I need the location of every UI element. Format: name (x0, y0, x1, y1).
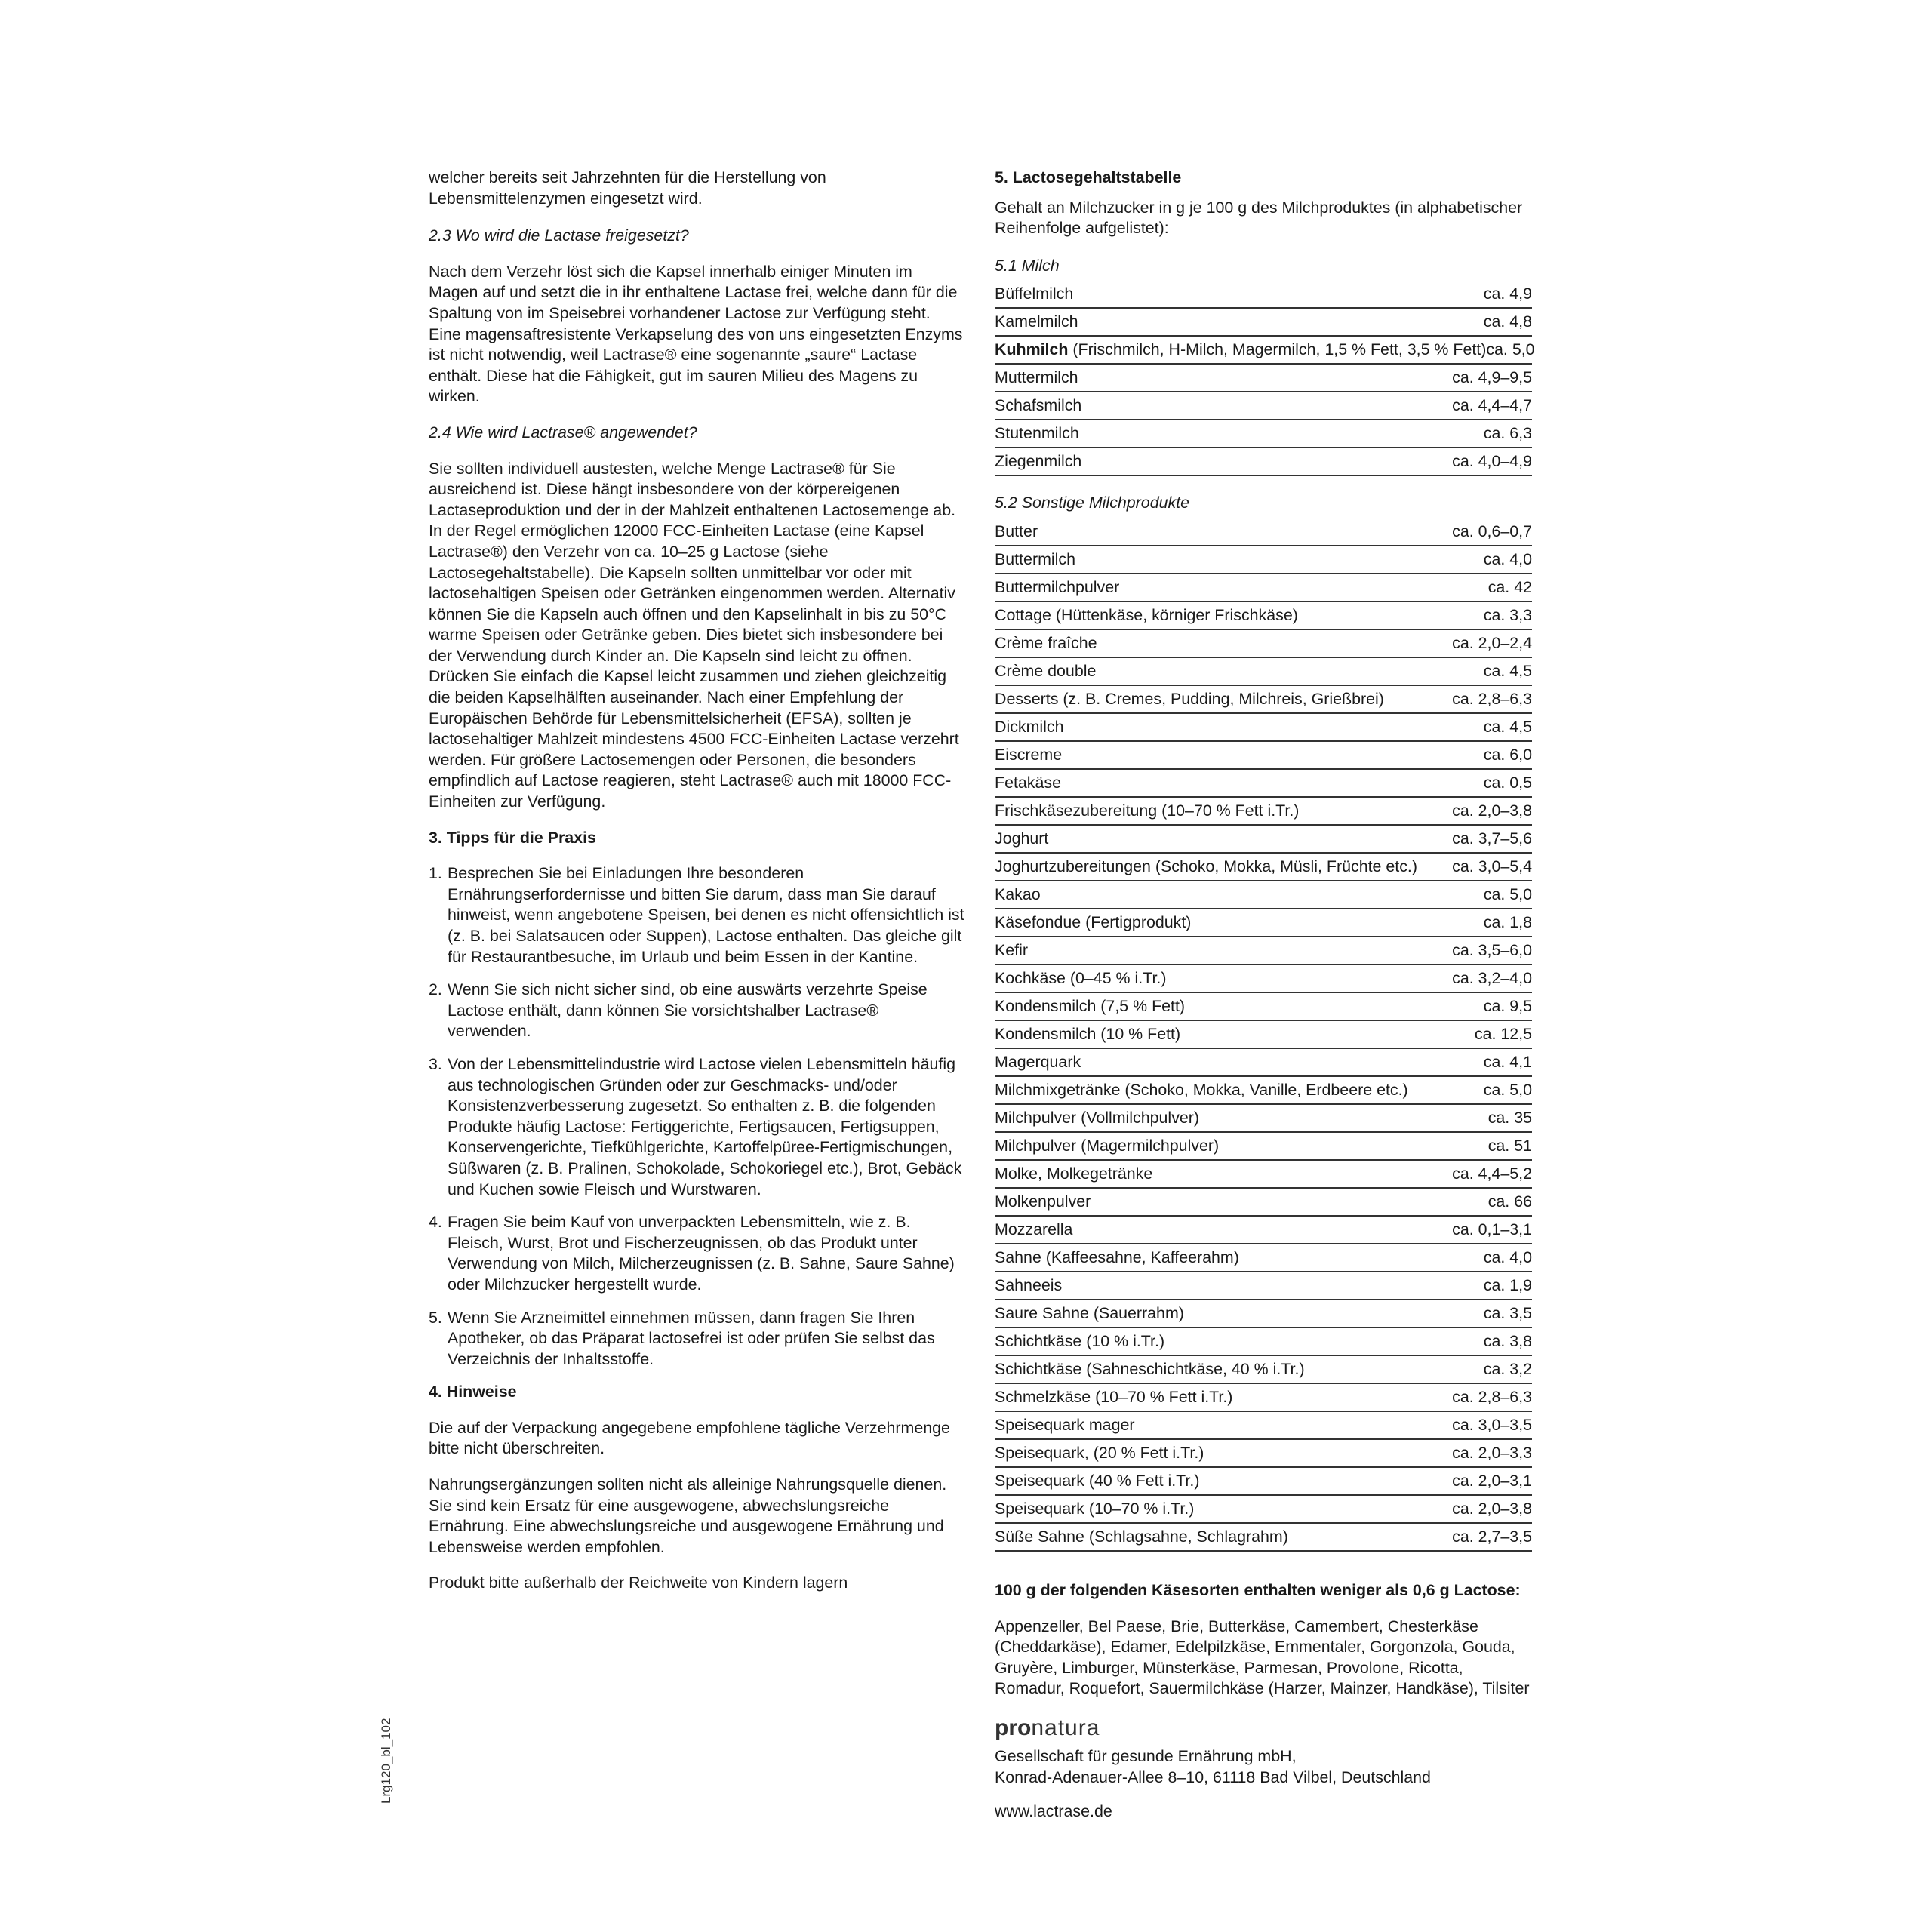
table-row (995, 574, 1532, 602)
table-row (995, 1356, 1532, 1384)
row-lactose-value: ca. 6,3 (1483, 424, 1532, 443)
table-row (995, 1217, 1532, 1244)
table-row (995, 420, 1532, 448)
table-row (995, 881, 1532, 909)
table-row (995, 742, 1532, 770)
row-lactose-value: ca. 51 (1487, 1136, 1532, 1155)
row-lactose-value: ca. 3,2–4,0 (1452, 968, 1532, 987)
row-product-name: Schmelzkäse (10–70 % Fett i.Tr.) (995, 1387, 1233, 1406)
table-row (995, 770, 1532, 798)
row-lactose-value: ca. 9,5 (1483, 996, 1532, 1015)
tip-text: Fragen Sie beim Kauf von unverpackten Lebensmitteln, wie z. B. Fleisch, Wurst, Brot und Fischerzeugnissen, ob das Produkt unter Verwendung von Milch, Milcherzeugnissen (z. B. Sahne, Saure Sahne) oder Milchzucker hergestellt wurde. (448, 1213, 955, 1294)
row-product-name: Speisequark mager (995, 1415, 1135, 1434)
table-row (995, 1468, 1532, 1496)
row-lactose-value: ca. 4,0–4,9 (1452, 452, 1532, 471)
row-lactose-value: ca. 3,7–5,6 (1452, 829, 1532, 848)
row-lactose-value: ca. 2,8–6,3 (1452, 689, 1532, 708)
row-lactose-value: ca. 1,8 (1483, 912, 1532, 931)
table-row (995, 1161, 1532, 1189)
section-3-title: 3. Tipps für die Praxis (429, 828, 596, 847)
row-product-name-bold: Kuhmilch (995, 340, 1069, 359)
row-lactose-value: ca. 4,5 (1483, 717, 1532, 736)
section-5-1-title: 5.1 Milch (995, 256, 1060, 275)
table-row (995, 937, 1532, 965)
section-5-intro: Gehalt an Milchzucker in g je 100 g des Milchproduktes (in alphabetischer Reihenfolge aufgelistet): (995, 198, 1523, 238)
brand-logo (995, 1715, 1532, 1742)
row-product-name: Frischkäsezubereitung (10–70 % Fett i.Tr.) (995, 801, 1300, 820)
row-lactose-value: ca. 2,7–3,5 (1452, 1527, 1532, 1546)
table-row (995, 1524, 1532, 1552)
row-lactose-value: ca. 4,9 (1483, 285, 1532, 303)
row-lactose-value: ca. 66 (1487, 1192, 1532, 1211)
tip-item (429, 980, 966, 1042)
table-row (995, 1244, 1532, 1272)
table-row (995, 1133, 1532, 1161)
section-4-paragraph-2: Nahrungsergänzungen sollten nicht als alleinige Nahrungsquelle dienen. Sie sind kein Ersatz für eine ausgewogene, abwechslungsreiche Ernährung. Eine abwechslungsreiche und ausgewogene Ernährung und Lebensweise werden empfohlen. (429, 1475, 947, 1556)
row-lactose-value: ca. 2,0–2,4 (1452, 633, 1532, 652)
row-lactose-value: ca. 6,0 (1483, 745, 1532, 764)
row-lactose-value: ca. 3,8 (1483, 1331, 1532, 1350)
row-product-name: Kefir (995, 940, 1028, 959)
tip-text: Von der Lebensmittelindustrie wird Lactose vielen Lebensmitteln häufig aus technologischen Gründen oder zur Geschmacks- und/oder Konsistenzverbesserung zugesetzt. So enthalten z. B. die folgenden Produkte häufig Lactose: Fertiggerichte, Fertigsaucen, Fertigsuppen, Konservengerichte, Tiefkühlgerichte, Kartoffelpüree-Fertigmischungen, Süßwaren (z. B. Pralinen, Schokolade, Schokoriegel etc.), Brot, Gebäck und Kuchen sowie Fleisch und Wurstwaren. (448, 1054, 962, 1198)
company-address: Konrad-Adenauer-Allee 8–10, 61118 Bad Vilbel, Deutschland (995, 1767, 1431, 1786)
row-lactose-value: ca. 2,0–3,8 (1452, 1499, 1532, 1518)
section-2-3-text: Nach dem Verzehr löst sich die Kapsel innerhalb einiger Minuten im Magen auf und setzt die in ihr enthaltene Lactase frei, welche dann für die Spaltung von im Speisebrei vorhandener Lactose zur Verfügung steht. Eine magensaftresistente Verkapselung des von uns eingesetzten Enzyms ist nicht notwendig, weil Lactrase® eine sogenannte „saure“ Lactase enthält. Diese hat die Fähigkeit, gut im sauren Milieu des Magens zu wirken. (429, 262, 963, 406)
tip-text: Wenn Sie Arzneimittel einnehmen müssen, dann fragen Sie Ihren Apotheker, ob das Präparat lactosefrei ist oder prüfen Sie selbst das Verzeichnis der Inhaltsstoffe. (448, 1308, 935, 1368)
cheese-list: Appenzeller, Bel Paese, Brie, Butterkäse, Camembert, Chesterkäse (Cheddarkäse), Edamer, Edelpilzkäse, Emmentaler, Gorgonzola, Gouda, Gruyère, Limburger, Münsterkäse, Parmesan, Provolone, Ricotta, Romadur, Roquefort, Sauermilchkäse (Harzer, Mainzer, Handkäse), Tilsiter (995, 1617, 1530, 1698)
row-product-name: Milchpulver (Vollmilchpulver) (995, 1108, 1200, 1127)
table-row (995, 448, 1532, 476)
table-row (995, 392, 1532, 420)
row-lactose-value: ca. 1,9 (1483, 1275, 1532, 1294)
row-lactose-value: ca. 4,0 (1483, 1247, 1532, 1266)
row-lactose-value: ca. 4,9–9,5 (1452, 368, 1532, 387)
row-product-name: Magerquark (995, 1052, 1081, 1071)
tip-number: 5. (429, 1308, 442, 1327)
products-table (995, 518, 1532, 1552)
tip-number: 3. (429, 1054, 442, 1073)
table-row (995, 798, 1532, 826)
tip-number: 2. (429, 980, 442, 999)
row-product-name: Crème double (995, 661, 1097, 680)
table-row (995, 518, 1532, 546)
row-product-name: Süße Sahne (Schlagsahne, Schlagrahm) (995, 1527, 1288, 1546)
tip-item (429, 1308, 966, 1371)
intro-paragraph: welcher bereits seit Jahrzehnten für die Herstellung von Lebensmittelenzymen eingesetzt wird. (429, 168, 826, 208)
milk-table (995, 281, 1535, 476)
tip-number: 1. (429, 864, 442, 883)
row-product-name: Schichtkäse (Sahneschichtkäse, 40 % i.Tr.) (995, 1359, 1305, 1378)
table-row (995, 1189, 1532, 1217)
row-lactose-value: ca. 4,4–5,2 (1452, 1164, 1532, 1183)
row-lactose-value: ca. 3,2 (1483, 1359, 1532, 1378)
row-product-name (995, 337, 1486, 363)
row-product-name: Ziegenmilch (995, 452, 1082, 471)
row-product-name: Sahne (Kaffeesahne, Kaffeerahm) (995, 1247, 1239, 1266)
row-lactose-value: ca. 2,0–3,1 (1452, 1471, 1532, 1490)
brand-logo-natura: natura (1031, 1715, 1100, 1740)
table-row (995, 281, 1532, 309)
row-lactose-value: ca. 4,4–4,7 (1452, 396, 1532, 415)
row-lactose-value: ca. 12,5 (1474, 1024, 1532, 1043)
row-lactose-value: ca. 4,0 (1483, 549, 1532, 568)
row-product-name: Kondensmilch (10 % Fett) (995, 1024, 1181, 1043)
row-product-name: Crème fraîche (995, 633, 1097, 652)
table-row (995, 1077, 1532, 1105)
row-lactose-value: ca. 2,8–6,3 (1452, 1387, 1532, 1406)
table-row (995, 602, 1532, 630)
row-product-name: Schichtkäse (10 % i.Tr.) (995, 1331, 1165, 1350)
row-lactose-value: ca. 4,5 (1483, 661, 1532, 680)
table-row (995, 1496, 1532, 1524)
table-row (995, 854, 1532, 881)
section-4-paragraph-1: Die auf der Verpackung angegebene empfohlene tägliche Verzehrmenge bitte nicht überschreiten. (429, 1418, 950, 1458)
row-product-name: Buttermilch (995, 549, 1075, 568)
table-row (995, 993, 1532, 1021)
section-4-paragraph-3: Produkt bitte außerhalb der Reichweite von Kindern lagern (429, 1574, 848, 1592)
row-lactose-value: ca. 2,0–3,8 (1452, 801, 1532, 820)
row-product-name: Kamelmilch (995, 312, 1078, 331)
section-5-2-title: 5.2 Sonstige Milchprodukte (995, 494, 1190, 512)
row-product-name: Mozzarella (995, 1220, 1073, 1238)
row-lactose-value: ca. 3,5–6,0 (1452, 940, 1532, 959)
row-lactose-value: ca. 0,5 (1483, 773, 1532, 792)
table-row (995, 1440, 1532, 1468)
section-2-4-title: 2.4 Wie wird Lactrase® angewendet? (429, 423, 697, 441)
table-row (995, 686, 1532, 714)
row-lactose-value: ca. 35 (1487, 1108, 1532, 1127)
row-lactose-value: ca. 4,1 (1483, 1052, 1532, 1071)
row-product-name: Desserts (z. B. Cremes, Pudding, Milchreis, Grießbrei) (995, 689, 1384, 708)
table-row (995, 546, 1532, 574)
tip-number: 4. (429, 1213, 442, 1232)
row-product-name: Speisequark, (20 % Fett i.Tr.) (995, 1443, 1204, 1462)
row-product-name: Käsefondue (Fertigprodukt) (995, 912, 1192, 931)
row-lactose-value: ca. 3,0–3,5 (1452, 1415, 1532, 1434)
table-row (995, 337, 1535, 365)
table-row (995, 1272, 1532, 1300)
row-lactose-value: ca. 5,0 (1486, 340, 1535, 359)
row-product-name: Saure Sahne (Sauerrahm) (995, 1303, 1184, 1322)
tip-item (429, 1054, 966, 1200)
table-row (995, 1049, 1532, 1077)
row-product-name: Milchpulver (Magermilchpulver) (995, 1136, 1220, 1155)
tip-text: Besprechen Sie bei Einladungen Ihre besonderen Ernährungserfordernisse und bitten Sie darum, dass man Sie darauf hinweist, wenn angebotene Speisen, bei denen es nicht offensichtlich ist (z. B. bei Salatsaucen oder Suppen), Lactose enthalten. Das gleiche gilt für Restaurantbesuche, im Urlaub und beim Essen in der Kantine. (448, 864, 964, 966)
row-product-name: Molke, Molkegetränke (995, 1164, 1153, 1183)
section-2-4-text: Sie sollten individuell austesten, welche Menge Lactrase® für Sie ausreichend ist. Diese hängt insbesondere von der körpereigenen Lactaseproduktion und der in der Mahlzeit enthaltenen Lactosemenge ab. In der Regel ermöglichen 12000 FCC-Einheiten Lactase (eine Kapsel Lactrase®) den Verzehr von ca. 10–25 g Lactose (siehe Lactosegehaltstabelle). Die Kapseln sollten unmittelbar vor oder mit lactosehaltigen Speisen oder Getränken eingenommen werden. Alternativ können Sie die Kapseln auch öffnen und den Kapselinhalt in bis zu 50°C warme Speisen oder Getränke geben. Dies bietet sich insbesondere bei der Verwendung durch Kinder an. Die Kapseln sind leicht zu öffnen. Drücken Sie einfach die Kapsel leicht zusammen und ziehen gleichzeitig die beiden Kapselhälften auseinander. Nach einer Empfehlung der Europäischen Behörde für Lebensmittelsicherheit (EFSA), sollten je lactosehaltiger Mahlzeit mindestens 4500 FCC-Einheiten Lactase verzehrt werden. Für größere Lactosemengen oder Personen, die besonders empfindlich auf Lactose reagieren, steht Lactrase® auch mit 18000 FCC-Einheiten zur Verfügung. (429, 459, 959, 811)
row-product-name: Kakao (995, 884, 1041, 903)
section-5-title: 5. Lactosegehaltstabelle (995, 168, 1182, 186)
row-product-name: Cottage (Hüttenkäse, körniger Frischkäse) (995, 605, 1298, 624)
table-row (995, 1328, 1532, 1356)
row-lactose-value: ca. 3,3 (1483, 605, 1532, 624)
row-product-name: Büffelmilch (995, 285, 1074, 303)
table-row (995, 1384, 1532, 1412)
row-product-name: Joghurtzubereitungen (Schoko, Mokka, Müsli, Früchte etc.) (995, 857, 1417, 875)
table-row (995, 965, 1532, 993)
table-row (995, 309, 1532, 337)
table-row (995, 909, 1532, 937)
section-4-title: 4. Hinweise (429, 1383, 517, 1401)
company-name: Gesellschaft für gesunde Ernährung mbH, (995, 1746, 1297, 1765)
row-product-name: Molkenpulver (995, 1192, 1091, 1211)
brand-logo-pro: pro (995, 1715, 1032, 1740)
row-lactose-value: ca. 5,0 (1483, 884, 1532, 903)
right-column (995, 168, 1535, 1838)
table-row (995, 826, 1532, 854)
row-product-name: Kondensmilch (7,5 % Fett) (995, 996, 1186, 1015)
side-code: Lrg120_bl_102 (379, 1718, 393, 1804)
row-product-name: Eiscreme (995, 745, 1063, 764)
row-product-name: Dickmilch (995, 717, 1064, 736)
tips-list (429, 863, 966, 1370)
table-row (995, 658, 1532, 686)
table-row (995, 714, 1532, 742)
row-product-name: Butter (995, 521, 1038, 540)
table-row (995, 1105, 1532, 1133)
table-row (995, 365, 1532, 392)
row-lactose-value: ca. 5,0 (1483, 1080, 1532, 1099)
row-product-name: Speisequark (10–70 % i.Tr.) (995, 1499, 1195, 1518)
row-product-name: Buttermilchpulver (995, 577, 1120, 596)
cheese-title: 100 g der folgenden Käsesorten enthalten weniger als 0,6 g Lactose: (995, 1580, 1521, 1599)
row-lactose-value: ca. 4,8 (1483, 312, 1532, 331)
table-row (995, 1021, 1532, 1049)
table-row (995, 1412, 1532, 1440)
tip-item (429, 863, 966, 968)
row-product-name: Muttermilch (995, 368, 1078, 387)
row-product-name: Speisequark (40 % Fett i.Tr.) (995, 1471, 1200, 1490)
tip-item (429, 1212, 966, 1295)
tip-text: Wenn Sie sich nicht sicher sind, ob eine auswärts verzehrte Speise Lactose enthält, dann können Sie vorsichtshalber Lactrase® verwenden. (448, 980, 928, 1041)
row-product-name: Stutenmilch (995, 424, 1079, 443)
section-2-3-title: 2.3 Wo wird die Lactase freigesetzt? (429, 226, 689, 245)
website-link[interactable]: www.lactrase.de (995, 1802, 1112, 1821)
table-row (995, 1300, 1532, 1328)
row-product-name: Schafsmilch (995, 396, 1082, 415)
row-product-name: Fetakäse (995, 773, 1061, 792)
row-lactose-value: ca. 2,0–3,3 (1452, 1443, 1532, 1462)
row-product-name: Joghurt (995, 829, 1049, 848)
table-row (995, 630, 1532, 658)
row-product-name: Milchmixgetränke (Schoko, Mokka, Vanille, Erdbeere etc.) (995, 1080, 1408, 1099)
row-lactose-value: ca. 3,5 (1483, 1303, 1532, 1322)
row-lactose-value: ca. 0,6–0,7 (1452, 521, 1532, 540)
row-lactose-value: ca. 42 (1487, 577, 1532, 596)
row-product-detail: (Frischmilch, H-Milch, Magermilch, 1,5 % Fett, 3,5 % Fett) (1068, 340, 1487, 359)
row-product-name: Kochkäse (0–45 % i.Tr.) (995, 968, 1167, 987)
row-lactose-value: ca. 3,0–5,4 (1452, 857, 1532, 875)
left-column (429, 168, 966, 1609)
row-lactose-value: ca. 0,1–3,1 (1452, 1220, 1532, 1238)
row-product-name: Sahneeis (995, 1275, 1063, 1294)
